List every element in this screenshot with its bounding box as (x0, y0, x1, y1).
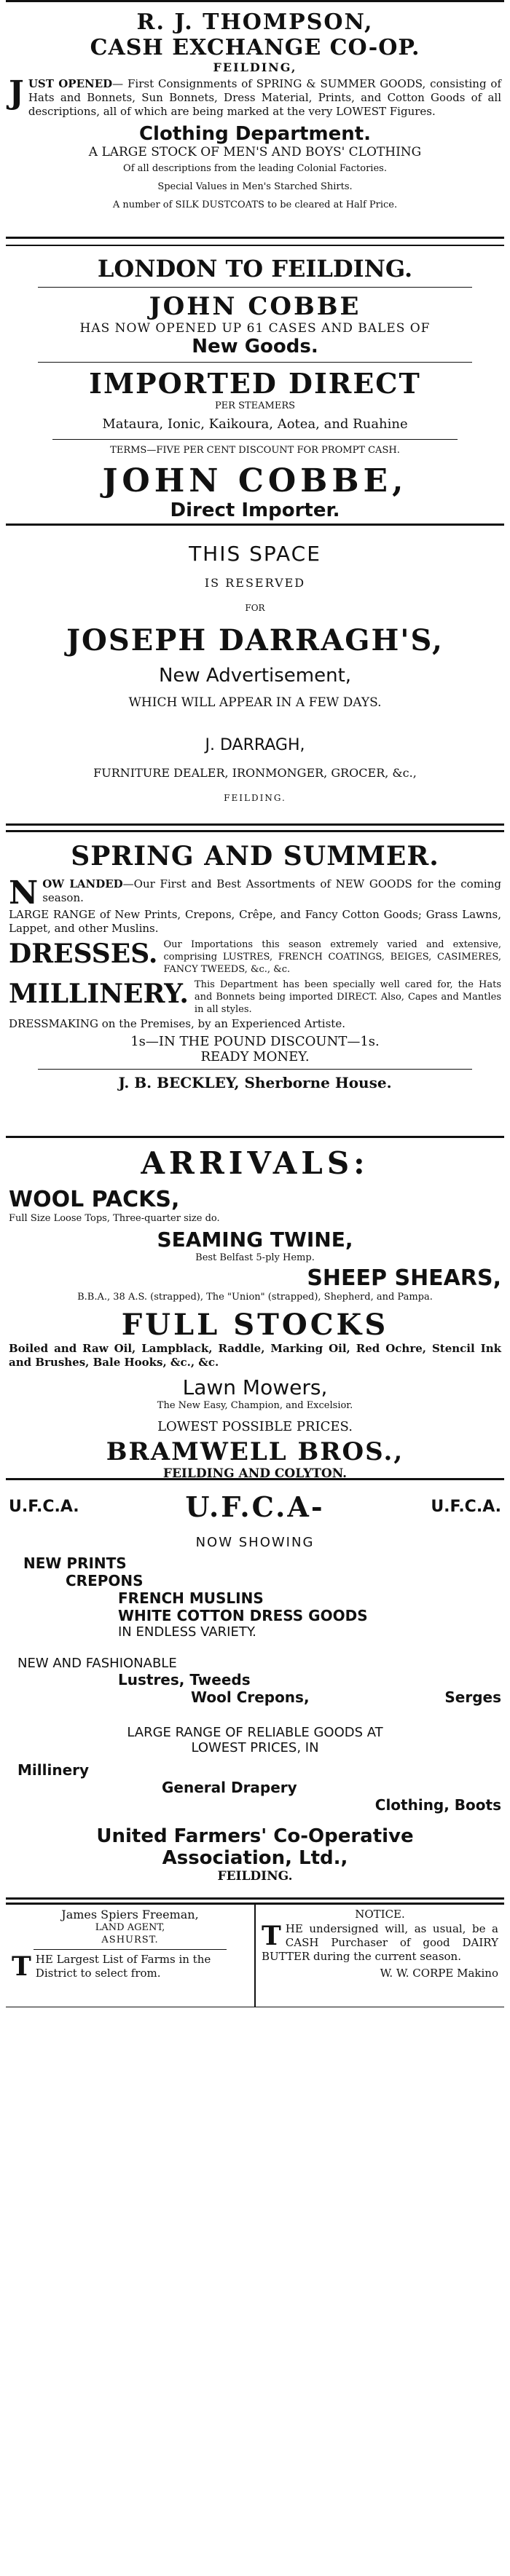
ufca-ad (6, 1480, 504, 1900)
cobbe-per: PER STEAMERS (214, 400, 296, 411)
newspaper-page (6, 0, 504, 2007)
freeman-rule (34, 1949, 227, 1950)
ufca-header-row (9, 1490, 501, 1523)
ufca-wool: Wool Crepons, (191, 1688, 310, 1706)
bramwell-shears-sub: B.B.A., 38 A.S. (strapped), The "Union" (strapped), Shepherd, and Pampa. (77, 1292, 433, 1303)
beckley-discount: 1s—IN THE POUND DISCOUNT—1s. (130, 1034, 380, 1049)
ufca-drapery: General Drapery (162, 1779, 297, 1796)
darragh-town: FEILDING. (224, 793, 286, 803)
ufca-name-2: Association, Ltd., (162, 1847, 348, 1869)
bramwell-head: ARRIVALS: (141, 1145, 369, 1181)
ufca-head: U.F.C.A- (185, 1490, 325, 1523)
cobbe-importer: Direct Importer. (170, 499, 340, 521)
corpe-text: HE undersigned will, as usual, be a CASH Purchaser of good DAIRY BUTTER during the current season. (262, 1922, 498, 1963)
freeman-text-wrap (12, 1953, 248, 1980)
thompson-ad (6, 0, 504, 239)
ufca-corner-left: U.F.C.A. (9, 1498, 79, 1516)
thompson-special: Special Values in Men's Starched Shirts. (157, 181, 353, 192)
freeman-text: HE Largest List of Farms in the District to select from. (35, 1953, 211, 1980)
bramwell-full: FULL STOCKS (121, 1308, 389, 1342)
darragh-appear: WHICH WILL APPEAR IN A FEW DAYS. (128, 695, 382, 710)
beckley-dresses: DRESSES. (9, 939, 158, 969)
beckley-dresses-text: Our Importations this season extremely varied and extensive, comprising LUSTRES, FRENCH COATINGS, BEIGES, CASIMERES, FANCY TWEEDS, &c., &c. (163, 939, 501, 975)
cobbe-name: JOHN COBBE (149, 292, 361, 321)
ufca-lustres: Lustres, Tweeds (118, 1671, 251, 1688)
bramwell-full-sub: Boiled and Raw Oil, Lampblack, Raddle, Marking Oil, Red Ochre, Stencil Ink and Brushes, Bale Hooks, &c., &c. (9, 1342, 501, 1369)
beckley-ready: READY MONEY. (200, 1049, 310, 1064)
freeman-role: LAND AGENT, (95, 1922, 165, 1933)
bramwell-mowers: Lawn Mowers, (182, 1375, 328, 1399)
corpe-text-wrap (262, 1922, 498, 1964)
darragh-name: JOSEPH DARRAGH'S, (66, 623, 444, 657)
ufca-serges: Serges (444, 1688, 501, 1706)
cobbe-imported: IMPORTED DIRECT (89, 367, 421, 400)
ufca-range: LARGE RANGE OF RELIABLE GOODS AT (127, 1725, 383, 1740)
cobbe-new-goods: New Goods. (192, 336, 318, 357)
cobbe-rule (38, 287, 472, 288)
beckley-millinery: MILLINERY. (9, 979, 189, 1009)
ufca-prints: NEW PRINTS (23, 1554, 127, 1572)
thompson-opening-text: — First Consignments of SPRING & SUMMER GOODS, consisting of Hats and Bonnets, Sun Bonnets, Dress Material, Prints, and Cotton Goods of all descriptions, all of which are being marked at the very LOWEST Figures. (28, 77, 501, 118)
beckley-landed (9, 874, 501, 912)
ufca-white: WHITE COTTON DRESS GOODS (118, 1607, 368, 1624)
beckley-rule (38, 1069, 472, 1070)
thompson-opening (9, 74, 501, 119)
freeman-name: James Spiers Freeman, (61, 1908, 199, 1921)
cobbe-terms: TERMS—FIVE PER CENT DISCOUNT FOR PROMPT CASH. (110, 445, 400, 456)
bramwell-wool: WOOL PACKS, (9, 1187, 180, 1212)
ufca-variety: IN ENDLESS VARIETY. (118, 1624, 256, 1640)
beckley-range: LARGE RANGE of New Prints, Crepons, Crêpe, and Fancy Cotton Goods; Grass Lawns, Lappet, and other Muslins. (9, 908, 501, 935)
beckley-dropcap: N (9, 874, 39, 912)
cobbe-opened: HAS NOW OPENED UP 61 CASES AND BALES OF (79, 321, 431, 336)
bramwell-towns: FEILDING AND COLYTON. (162, 1466, 348, 1480)
beckley-dressmaking: DRESSMAKING on the Premises, by an Experienced Artiste. (9, 1017, 345, 1030)
bramwell-twine: SEAMING TWINE, (157, 1228, 353, 1252)
darragh-sig: J. DARRAGH, (205, 736, 305, 754)
bramwell-ad (6, 1138, 504, 1480)
ufca-millinery: Millinery (17, 1761, 90, 1779)
ufca-muslins: FRENCH MUSLINS (118, 1589, 264, 1607)
bramwell-wool-sub: Full Size Loose Tops, Three-quarter size do. (9, 1213, 220, 1224)
corpe-dropcap: T (262, 1921, 281, 1951)
ufca-showing: NOW SHOWING (195, 1535, 315, 1550)
thompson-name: R. J. THOMPSON, (136, 9, 374, 35)
beckley-millinery-row (9, 979, 501, 1016)
corpe-ad (254, 1905, 504, 2007)
darragh-l1: THIS SPACE (189, 542, 321, 566)
thompson-dept-title: Clothing Department. (138, 123, 372, 145)
ufca-wool-row (9, 1688, 501, 1706)
cobbe-head: LONDON TO FEILDING. (97, 255, 413, 283)
ufca-name-1: United Farmers' Co-Operative (96, 1825, 414, 1847)
thompson-title: CASH EXCHANGE CO-OP. (90, 35, 420, 60)
cobbe-rule-2 (38, 362, 472, 363)
cobbe-ships: Mataura, Ionic, Kaikoura, Aotea, and Ruahine (102, 416, 408, 432)
cobbe-name-2: JOHN COBBE, (102, 462, 408, 499)
freeman-town: ASHURST. (101, 1935, 159, 1945)
thompson-dept-sub: Of all descriptions from the leading Colonial Factories. (123, 163, 387, 174)
darragh-trade: FURNITURE DEALER, IRONMONGER, GROCER, &c., (93, 766, 417, 780)
beckley-dresses-row (9, 939, 501, 976)
bottom-columns (6, 1903, 504, 2007)
darragh-l3: FOR (245, 603, 265, 613)
darragh-l2: IS RESERVED (204, 576, 306, 590)
beckley-landed-head: OW LANDED (42, 877, 123, 890)
bramwell-prices: LOWEST POSSIBLE PRICES. (157, 1419, 353, 1434)
corpe-sig: W. W. CORPE Makino (380, 1967, 498, 1980)
thompson-dropcap: J (9, 74, 24, 111)
ufca-lowest: LOWEST PRICES, IN (191, 1740, 319, 1755)
ufca-clothing: Clothing, Boots (374, 1796, 501, 1814)
bramwell-shears: SHEEP SHEARS, (307, 1265, 501, 1291)
bramwell-name: BRAMWELL BROS., (106, 1437, 404, 1466)
ufca-corner-right: U.F.C.A. (431, 1498, 501, 1516)
thompson-dept-line: A LARGE STOCK OF MEN'S AND BOYS' CLOTHING (88, 145, 422, 159)
ufca-crepons: CREPONS (66, 1572, 144, 1589)
thompson-dustcoats: A number of SILK DUSTCOATS to be cleared at Half Price. (112, 199, 398, 210)
cobbe-ad (6, 245, 504, 526)
beckley-millinery-text: This Department has been specially well cared for, the Hats and Bonnets being imported DIRECT. Also, Capes and Mantles in all styles. (194, 979, 501, 1015)
darragh-ad (6, 526, 504, 826)
beckley-sig: J. B. BECKLEY, Sherborne House. (118, 1074, 392, 1091)
bramwell-mowers-sub: The New Easy, Champion, and Excelsior. (157, 1400, 353, 1411)
cobbe-rule-3 (52, 439, 458, 440)
ufca-fashionable: NEW AND FASHIONABLE (17, 1656, 177, 1671)
thompson-town: FEILDING, (213, 60, 297, 74)
darragh-newad: New Advertisement, (158, 665, 352, 687)
ufca-town: FEILDING. (217, 1869, 293, 1884)
freeman-dropcap: T (12, 1951, 31, 1982)
freeman-ad (6, 1905, 254, 2007)
beckley-head: SPRING AND SUMMER. (71, 841, 439, 872)
corpe-notice: NOTICE. (355, 1908, 405, 1921)
bramwell-twine-sub: Best Belfast 5-ply Hemp. (195, 1252, 315, 1263)
beckley-landed-text: —Our First and Best Assortments of NEW GOODS for the coming season. (42, 877, 501, 904)
beckley-ad (6, 830, 504, 1138)
thompson-opening-head: UST OPENED (28, 77, 113, 90)
